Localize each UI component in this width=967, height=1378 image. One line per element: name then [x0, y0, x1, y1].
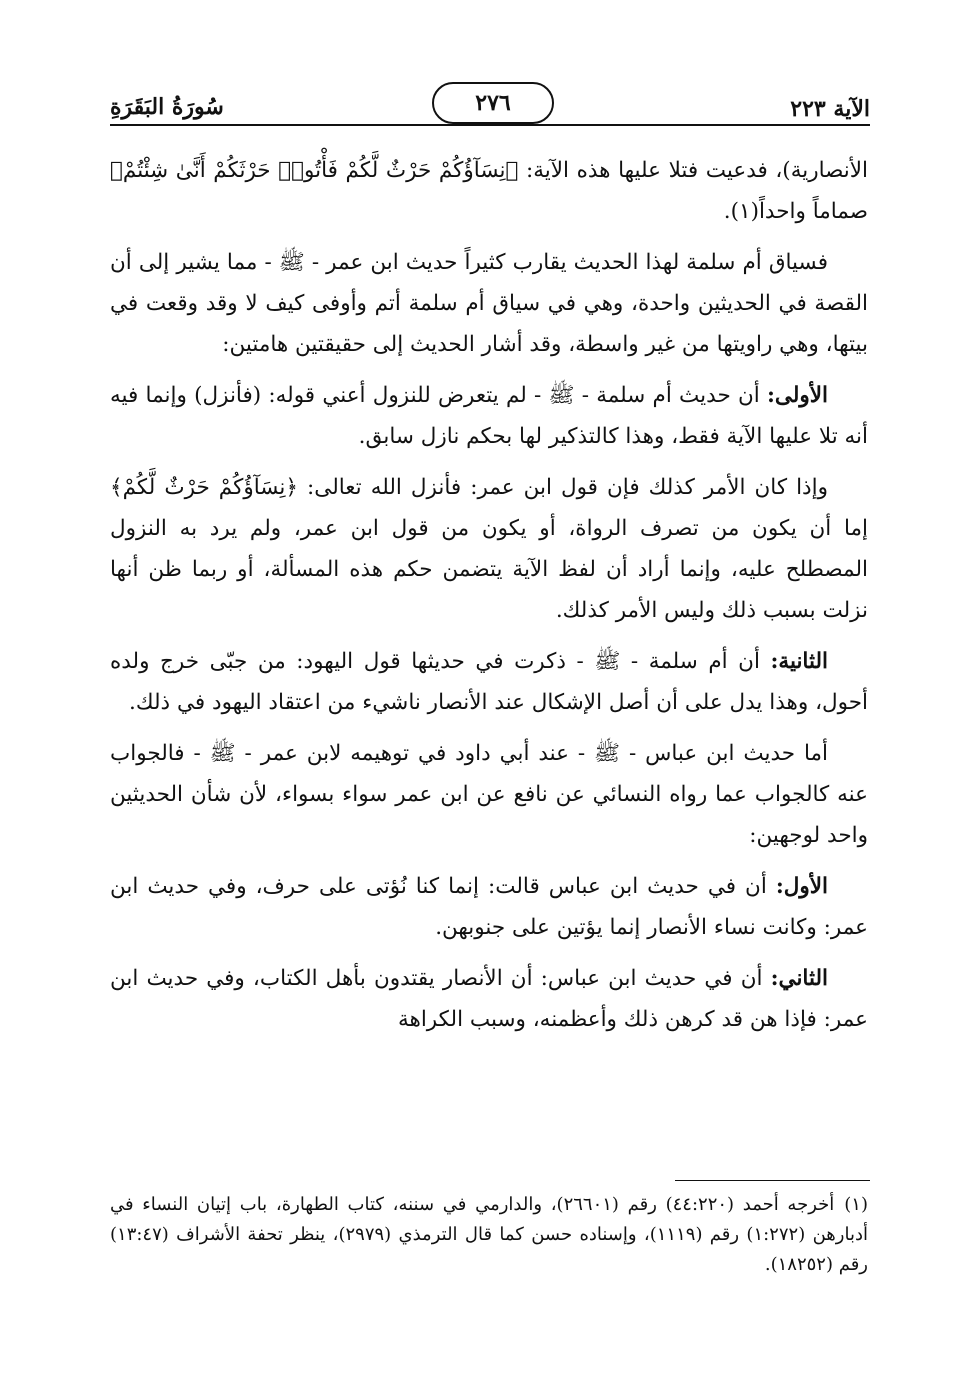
- paragraph-text: الأنصارية)، فدعيت فتلا عليها هذه الآية: ﴿نِسَآؤُكُمْ حَرْثٌ لَّكُمْ فَأْتُوا۟ حَرْثَكُمْ أَنَّىٰ شِئْتُمْ﴾ صماماً واحداً(١).: [110, 158, 868, 224]
- footnotes: [110, 1190, 868, 1280]
- paragraph-text: أن في حديث ابن عباس قالت: إنما كنا نُؤتى على حرف، وفي حديث ابن عمر: وكانت نساء الأنصار إنما يؤتين على جنوبهن.: [110, 874, 868, 940]
- paragraph-text: أما حديث ابن عباس - ﷺ - عند أبي داود في توهيمه لابن عمر - ﷺ - فالجواب عنه كالجواب عما رواه النسائي عن نافع عن ابن عمر سواء بسواء، لأن شأن الحديثين واحد لوجهين:: [110, 741, 868, 848]
- page-number: ٢٧٦: [432, 82, 554, 124]
- paragraph-2: [110, 242, 868, 365]
- paragraph-lead: الأول:: [775, 874, 828, 899]
- paragraph-text: فسياق أم سلمة لهذا الحديث يقارب كثيراً حديث ابن عمر - ﷺ - مما يشير إلى أن القصة في الحديثين واحدة، وهي في سياق أم سلمة أتم وأوفى كيف لا وقد وقعت في بيتها، وهي راويتها من غير واسطة، وقد أشار الحديث إلى حقيقتين هامتين:: [110, 250, 868, 357]
- paragraph-7: [110, 866, 868, 948]
- paragraph-5: [110, 641, 868, 723]
- footnote-separator: [675, 1180, 870, 1181]
- surah-name: سُورَةُ البَقَرَةِ: [110, 94, 224, 120]
- footnote-1: [110, 1190, 868, 1280]
- paragraph-lead: الثاني:: [770, 966, 828, 991]
- footnote-number: (١): [844, 1194, 868, 1215]
- paragraph-4: [110, 467, 868, 631]
- main-text: [110, 150, 868, 1050]
- paragraph-3: [110, 375, 868, 457]
- verse-label: الآية ٢٢٣: [790, 96, 870, 122]
- paragraph-text: أن في حديث ابن عباس: أن الأنصار يقتدون بأهل الكتاب، وفي حديث ابن عمر: فإذا هن قد كرهن ذلك وأعظمنه، وسبب الكراهة: [110, 966, 868, 1032]
- page-header: [110, 82, 870, 128]
- footnote-text: أخرجه أحمد (٤٤:٢٢٠) رقم (٢٦٦٠١)، والدارمي في سننه، كتاب الطهارة، باب إتيان النساء في أدبارهن (١:٢٧٢) رقم (١١١٩)، وإسناده حسن كما قال الترمذي (٢٩٧٩)، ينظر تحفة الأشراف (١٣:٤٧) رقم (١٨٢٥٢).: [110, 1194, 868, 1275]
- header-rule: [110, 124, 870, 126]
- paragraph-text: وإذا كان الأمر كذلك فإن قول ابن عمر: فأنزل الله تعالى: ﴿نِسَآؤُكُمْ حَرْثٌ لَّكُمْ﴾ إما أن يكون من تصرف الرواة، أو يكون من قول ابن عمر، ولم يرد به النزول المصطلح عليه، وإنما أراد أن لفظ الآية يتضمن حكم هذه المسألة، أو ربما ظن أنها نزلت بسبب ذلك وليس الأمر كذلك.: [110, 475, 868, 623]
- paragraph-text: أن أم سلمة - ﷺ - ذكرت في حديثها قول اليهود: من جبّى خرج ولده أحول، وهذا يدل على أن أصل الإشكال عند الأنصار ناشيء من اعتقاد اليهود في ذلك.: [110, 649, 868, 715]
- paragraph-lead: الأولى:: [766, 383, 828, 408]
- paragraph-8: [110, 958, 868, 1040]
- paragraph-1: [110, 150, 868, 232]
- paragraph-6: [110, 733, 868, 856]
- paragraph-lead: الثانية:: [770, 649, 828, 674]
- paragraph-text: أن حديث أم سلمة - ﷺ - لم يتعرض للنزول أعني قوله: (فأنزل) وإنما فيه أنه تلا عليها الآية فقط، وهذا كالتذكير لها بحكم نازل سابق.: [110, 383, 868, 449]
